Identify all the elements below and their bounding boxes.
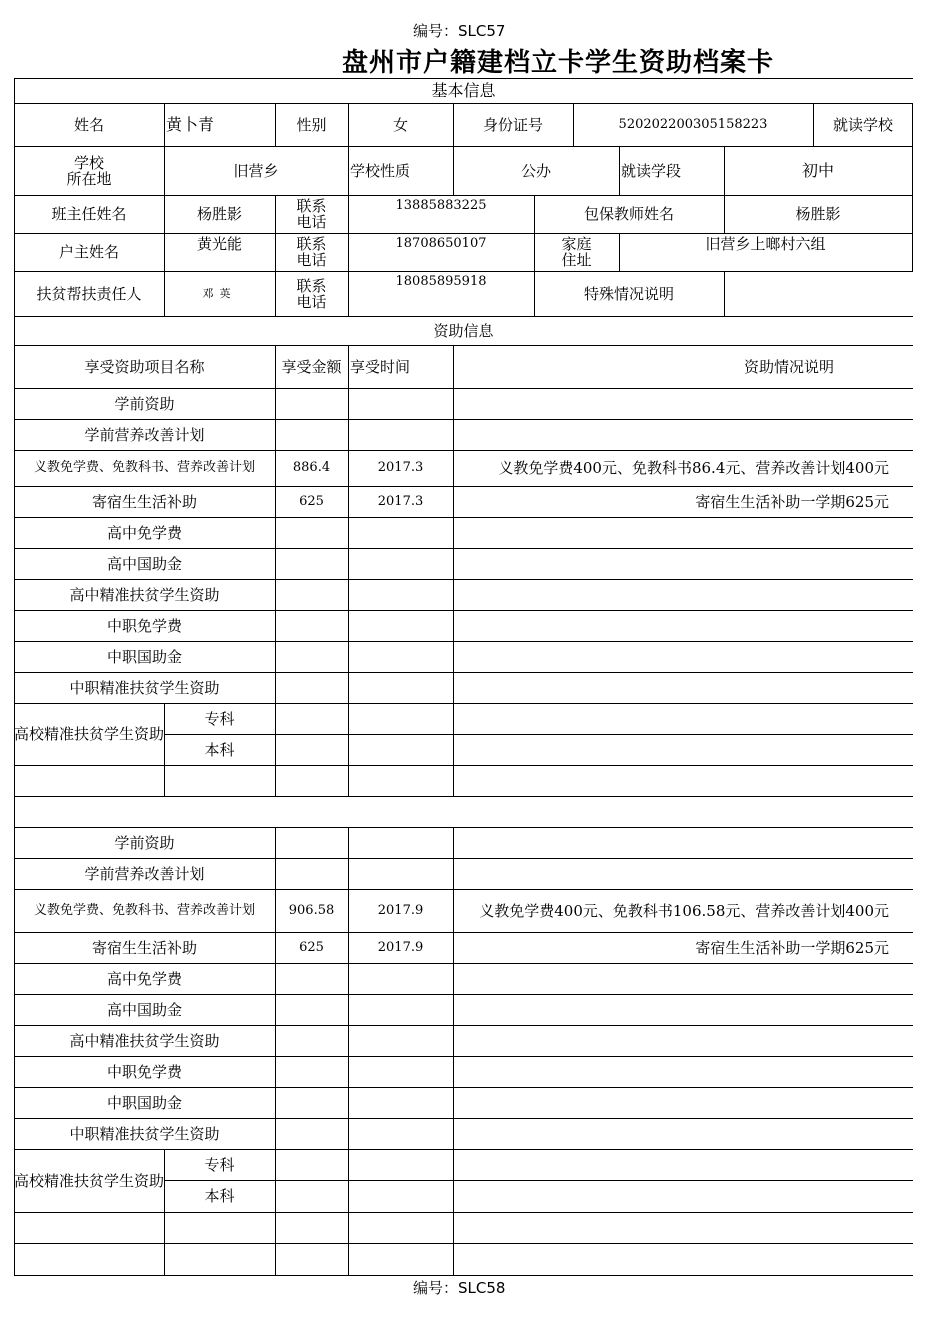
aid-item-name: 中职免学费 xyxy=(106,616,182,635)
aid-amount xyxy=(275,1056,348,1087)
aid-time xyxy=(348,858,453,889)
aid-time xyxy=(348,827,453,858)
householder-phone-label: 联系 电话 xyxy=(296,235,327,269)
aid-item-name: 义教免学费、免教科书、营养改善计划 xyxy=(33,902,255,918)
teacher-value: 杨胜影 xyxy=(196,205,242,223)
college-zhuanke-label: 专科 xyxy=(204,1155,235,1174)
aid-description: 寄宿生生活补助一学期625元 xyxy=(695,492,889,511)
aid-description xyxy=(453,579,913,610)
aid-description: 寄宿生生活补助一学期625元 xyxy=(695,938,889,957)
aid-amount xyxy=(275,579,348,610)
aid-amount xyxy=(275,388,348,419)
aid-description xyxy=(453,672,913,703)
school-location-label: 学校 所在地 xyxy=(66,153,112,188)
aid-item-name: 高中免学费 xyxy=(106,523,182,542)
aid-amount: 625 xyxy=(299,939,324,955)
stage-value: 初中 xyxy=(801,160,834,180)
mentor-value: 杨胜影 xyxy=(795,205,841,223)
aid-description xyxy=(453,963,913,994)
aid-amount xyxy=(275,641,348,672)
aid-item-name: 中职国助金 xyxy=(106,1093,182,1112)
aid-item-name: 高中免学费 xyxy=(106,969,182,988)
name-label: 姓名 xyxy=(73,115,104,134)
aid-description xyxy=(453,548,913,579)
aid-time xyxy=(348,1118,453,1149)
aid-description xyxy=(453,994,913,1025)
helper-value: 邓英 xyxy=(202,286,237,300)
gender-value: 女 xyxy=(392,115,408,134)
college-benke-label: 本科 xyxy=(204,740,235,759)
school-type-value: 公办 xyxy=(520,161,551,180)
householder-value: 黄光能 xyxy=(196,235,242,253)
aid-time xyxy=(348,672,453,703)
aid-time xyxy=(348,994,453,1025)
aid-time xyxy=(348,579,453,610)
school-label: 就读学校 xyxy=(832,115,893,134)
aid-time xyxy=(348,1056,453,1087)
id-value: 520202200305158223 xyxy=(618,116,768,132)
school-location-value: 旧营乡 xyxy=(233,161,279,180)
aid-description xyxy=(453,827,913,858)
aid-amount xyxy=(275,963,348,994)
aid-amount xyxy=(275,1118,348,1149)
teacher-label: 班主任姓名 xyxy=(51,205,127,223)
aid-amount xyxy=(275,994,348,1025)
address-label: 家庭 住址 xyxy=(561,235,592,269)
footer-document-code xyxy=(413,1277,505,1298)
aid-item-name: 中职精准扶贫学生资助 xyxy=(69,1124,220,1143)
aid-item-name: 高中国助金 xyxy=(106,1000,182,1019)
householder-label: 户主姓名 xyxy=(58,243,119,261)
address-value: 旧营乡上啷村六组 xyxy=(705,235,826,253)
aid-time xyxy=(348,388,453,419)
teacher-phone-value: 13885883225 xyxy=(395,198,487,213)
aid-description xyxy=(453,517,913,548)
aid-time: 2017.3 xyxy=(377,493,424,509)
code-value: SLC57 xyxy=(458,22,506,40)
aid-time xyxy=(348,419,453,450)
helper-phone-value: 18085895918 xyxy=(395,274,487,289)
college-aid-label: 高校精准扶贫学生资助 xyxy=(14,1171,164,1190)
col-amount-header: 享受金额 xyxy=(281,357,342,376)
aid-info-section-title: 资助信息 xyxy=(433,321,494,340)
aid-description xyxy=(453,1087,913,1118)
basic-info-section-title: 基本信息 xyxy=(431,80,496,100)
aid-amount xyxy=(275,419,348,450)
aid-amount xyxy=(275,548,348,579)
special-label: 特殊情况说明 xyxy=(583,284,674,303)
aid-description xyxy=(453,1025,913,1056)
aid-description xyxy=(453,419,913,450)
aid-time xyxy=(348,1025,453,1056)
aid-time xyxy=(348,1087,453,1118)
aid-amount: 886.4 xyxy=(292,460,331,475)
aid-time xyxy=(348,517,453,548)
aid-item-name: 高中国助金 xyxy=(106,554,182,573)
aid-item-name: 高中精准扶贫学生资助 xyxy=(69,585,220,604)
aid-item-name: 学前资助 xyxy=(114,833,175,852)
aid-description xyxy=(453,1118,913,1149)
college-zhuanke-label: 专科 xyxy=(204,709,235,728)
footer-code-value: SLC58 xyxy=(458,1279,506,1297)
aid-description: 义教免学费400元、免教科书106.58元、营养改善计划400元 xyxy=(479,901,889,920)
id-label: 身份证号 xyxy=(482,115,543,134)
aid-item-name: 中职精准扶贫学生资助 xyxy=(69,678,220,697)
aid-item-name: 学前营养改善计划 xyxy=(84,425,205,444)
aid-time xyxy=(348,963,453,994)
name-value: 黄卜青 xyxy=(166,114,215,134)
gender-label: 性别 xyxy=(296,115,327,134)
aid-item-name: 寄宿生生活补助 xyxy=(91,938,197,957)
helper-label: 扶贫帮扶责任人 xyxy=(36,284,142,303)
footer-code-label: 编号： xyxy=(413,1279,459,1297)
aid-amount xyxy=(275,1087,348,1118)
householder-phone-value: 18708650107 xyxy=(395,236,487,251)
aid-amount xyxy=(275,610,348,641)
page-title: 盘州市户籍建档立卡学生资助档案卡 xyxy=(342,48,775,78)
teacher-phone-label: 联系 电话 xyxy=(296,197,327,231)
aid-amount: 625 xyxy=(299,493,324,509)
aid-item-name: 中职国助金 xyxy=(106,647,182,666)
aid-item-name: 高中精准扶贫学生资助 xyxy=(69,1031,220,1050)
aid-description xyxy=(453,388,913,419)
aid-description xyxy=(453,1056,913,1087)
stage-label: 就读学段 xyxy=(621,161,682,180)
school-type-label: 学校性质 xyxy=(350,161,411,180)
aid-description xyxy=(453,858,913,889)
aid-time: 2017.9 xyxy=(377,902,424,918)
col-desc-header: 资助情况说明 xyxy=(743,357,834,376)
aid-time: 2017.9 xyxy=(377,939,424,955)
aid-time xyxy=(348,548,453,579)
aid-time xyxy=(348,610,453,641)
aid-description xyxy=(453,641,913,672)
college-aid-label: 高校精准扶贫学生资助 xyxy=(14,725,164,743)
aid-amount xyxy=(275,827,348,858)
aid-item-name: 学前资助 xyxy=(114,394,175,413)
aid-time: 2017.3 xyxy=(377,460,424,475)
aid-description: 义教免学费400元、免教科书86.4元、营养改善计划400元 xyxy=(498,459,889,477)
col-time-header: 享受时间 xyxy=(350,357,411,376)
special-value xyxy=(724,271,912,316)
aid-amount xyxy=(275,672,348,703)
col-item-header: 享受资助项目名称 xyxy=(84,357,205,376)
aid-item-name: 寄宿生生活补助 xyxy=(91,492,197,511)
helper-phone-label: 联系 电话 xyxy=(296,276,327,311)
mentor-label: 包保教师姓名 xyxy=(583,205,674,223)
aid-amount xyxy=(275,517,348,548)
aid-time xyxy=(348,641,453,672)
aid-amount xyxy=(275,1025,348,1056)
college-benke-label: 本科 xyxy=(204,1187,235,1205)
code-label: 编号： xyxy=(413,22,459,40)
aid-item-name: 中职免学费 xyxy=(106,1062,182,1081)
aid-item-name: 义教免学费、免教科书、营养改善计划 xyxy=(33,460,255,475)
aid-amount xyxy=(275,858,348,889)
aid-description xyxy=(453,610,913,641)
aid-item-name: 学前营养改善计划 xyxy=(84,864,205,883)
aid-amount: 906.58 xyxy=(288,902,335,918)
